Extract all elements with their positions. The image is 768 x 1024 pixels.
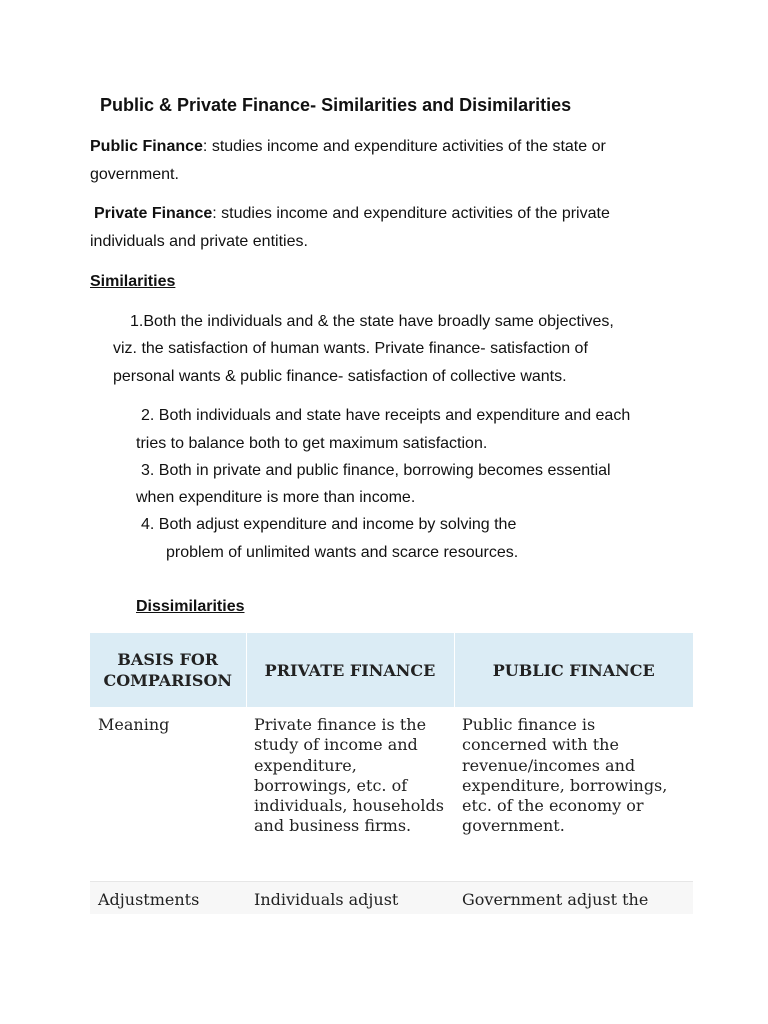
similarities-heading: Similarities <box>90 273 176 290</box>
similarity-1-line-1: 1.Both the individuals and & the state have broadly same objectives, <box>130 313 614 330</box>
table-header-row <box>90 633 693 707</box>
header-public-finance: PUBLIC FINANCE <box>454 633 693 707</box>
private-finance-term: Private Finance <box>94 205 213 222</box>
similarity-2-line-2: tries to balance both to get maximum satisfaction. <box>136 435 488 452</box>
public-finance-text: : studies income and expenditure activities of the state or <box>202 138 606 155</box>
page-title: Public & Private Finance- Similarities and Disimilarities <box>100 95 572 115</box>
table-row <box>90 707 693 882</box>
cell-private: Individuals adjust <box>246 882 454 915</box>
header-private-finance: PRIVATE FINANCE <box>246 633 454 707</box>
table-row <box>90 882 693 915</box>
private-finance-text: : studies income and expenditure activities of the private <box>212 205 610 222</box>
similarity-3-line-1: 3. Both in private and public finance, borrowing becomes essential <box>141 462 611 479</box>
dissimilarities-heading: Dissimilarities <box>136 598 245 615</box>
similarity-2-line-1: 2. Both individuals and state have receipts and expenditure and each <box>141 407 631 424</box>
cell-public: Public finance is concerned with the revenue/incomes and expenditure, borrowings, etc. of the economy or government. <box>454 707 693 882</box>
cell-public: Government adjust the <box>454 882 693 915</box>
similarity-4-line-2: problem of unlimited wants and scarce resources. <box>166 544 519 561</box>
cell-private: Private finance is the study of income and expenditure, borrowings, etc. of individuals, households and business firms. <box>246 707 454 882</box>
cell-basis: Meaning <box>90 707 246 882</box>
private-finance-definition <box>94 200 610 227</box>
public-finance-definition <box>90 133 606 160</box>
public-finance-term: Public Finance <box>90 138 203 155</box>
public-finance-definition-cont: government. <box>90 166 179 183</box>
private-finance-definition-cont: individuals and private entities. <box>90 233 308 250</box>
similarity-4-line-1: 4. Both adjust expenditure and income by solving the <box>141 516 517 533</box>
header-basis: BASIS FOR COMPARISON <box>90 633 246 707</box>
comparison-table <box>90 633 693 914</box>
cell-basis: Adjustments <box>90 882 246 915</box>
similarity-1-line-3: personal wants & public finance- satisfaction of collective wants. <box>113 368 567 385</box>
similarity-3-line-2: when expenditure is more than income. <box>136 489 416 506</box>
similarity-1-line-2: viz. the satisfaction of human wants. Private finance- satisfaction of <box>113 340 588 357</box>
